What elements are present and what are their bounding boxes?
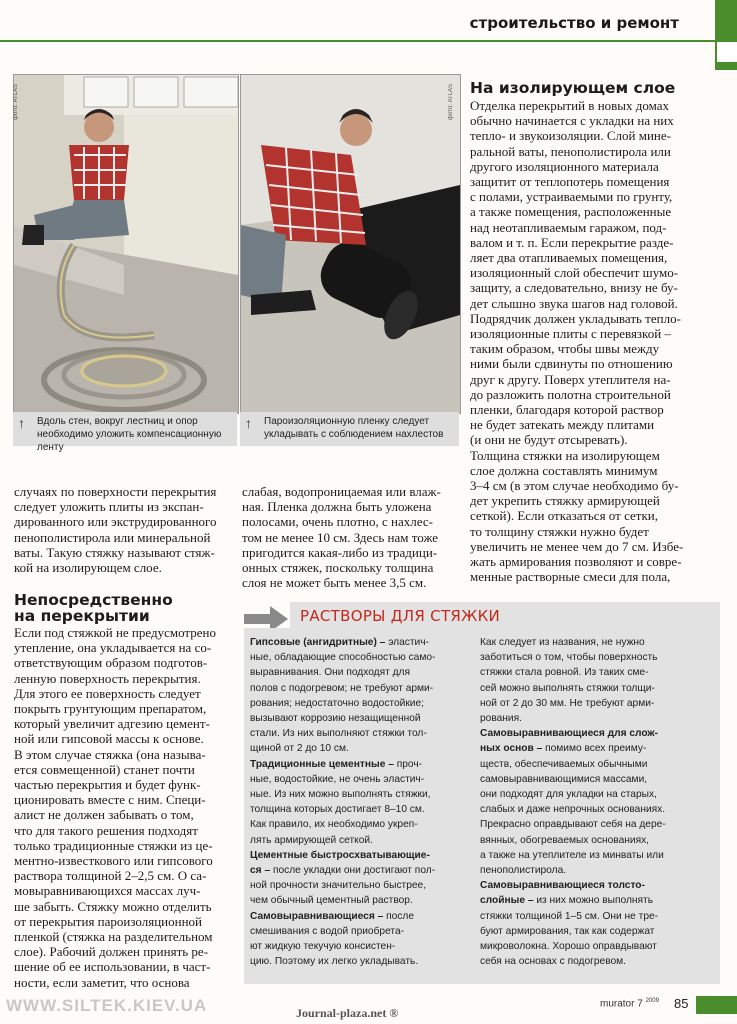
box-text: Как правило, их необходимо укреп- <box>250 819 418 831</box>
photo-credit-1: фото: ATLAS <box>13 83 19 120</box>
text-line: жать армирования позволяют и совре- <box>470 554 682 570</box>
box-text: помимо всех преиму- <box>545 743 647 755</box>
corner-notch <box>715 40 737 64</box>
photo-credit-2: фото: ATLAS <box>448 83 454 120</box>
text-line: изоляционный слой обеспечит шумо- <box>470 265 679 281</box>
box-line <box>250 817 472 832</box>
text-line: Отделка перекрытий в новых домах <box>470 98 670 113</box>
box-text: вянных, обогреваемых основаниях, <box>480 834 650 846</box>
box-text: Прекрасно оправдывают себя на дере- <box>480 819 666 831</box>
box-line <box>250 939 472 954</box>
text-line: полосами, очень плотно, с нахлес- <box>242 514 433 530</box>
box-line <box>480 893 716 908</box>
text-line: дированного или экструдированного <box>14 514 217 530</box>
box-text: ные. Из них можно выполнять стяжки, <box>250 789 431 801</box>
box-text: рования. <box>480 713 522 725</box>
text-line: ности, если заметит, что основа <box>14 974 190 990</box>
box-text: чем обычный цементный раствор. <box>250 895 413 907</box>
box-text: стяжки толщиной 1–5 см. Они не тре- <box>480 910 659 922</box>
box-line <box>480 878 716 893</box>
text-line: только традиционные стяжки из це- <box>14 837 213 853</box>
box-line <box>250 863 472 878</box>
box-text: смешивания с водой приобрета- <box>250 925 405 937</box>
box-line <box>480 863 716 878</box>
photo-caption-text-2: Пароизоляционную пленку следует укладывать с соблюдением нахлестов <box>264 416 444 440</box>
text-line: слое должна составлять минимум <box>470 462 658 478</box>
text-line: раствора толщиной 2–2,5 см. О са- <box>14 868 207 884</box>
text-line: увеличить не менее чем до 7 см. Избе- <box>470 538 684 554</box>
arrow-up-icon: ↑ <box>245 415 252 431</box>
text-line: ляет два отапливаемых помещения, <box>470 250 668 266</box>
box-line <box>480 802 716 817</box>
box-term: слойные – <box>480 895 537 907</box>
text-line: друг к другу. Поверх утеплителя на- <box>470 371 671 387</box>
box-text: лять армирующей сеткой. <box>250 834 373 846</box>
box-line <box>480 924 716 939</box>
text-line: утепление, она укладывается на со- <box>14 640 212 656</box>
text-line: слоя не может быть менее 3,5 см. <box>242 575 427 591</box>
box-term: Традиционные цементные – <box>250 758 397 770</box>
text-line: ленную поверхность перекрытия. <box>14 670 201 686</box>
box-text: после <box>386 910 415 922</box>
text-line: частью перекрытия и будет функ- <box>14 777 201 793</box>
box-term: Цементные быстросхватывающие- <box>250 849 430 861</box>
box-line <box>480 757 716 772</box>
box-text: эластич- <box>388 637 429 648</box>
box-line <box>480 681 716 696</box>
text-line: мовыравнивающихся массах луч- <box>14 883 201 899</box>
box-text: ной прочности значительно быстрее, <box>250 880 427 892</box>
section-label: строительство и ремонт <box>469 14 679 32</box>
box-term: Гипсовые (ангидритные) – <box>250 637 389 648</box>
box-text: выравнивания. Они подходят для <box>250 667 411 679</box>
magazine-name: murator 7 <box>600 998 643 1010</box>
text-line: от перекрытия пароизоляционной <box>14 913 202 929</box>
text-line: над неотапливаемым гаражом, под- <box>470 219 667 235</box>
box-line <box>480 726 716 741</box>
box-line <box>250 787 472 802</box>
box-text: ществ, обеспечиваемых обычными <box>480 758 648 770</box>
box-line <box>480 650 716 665</box>
box-text: буют армирования, так как содержат <box>480 925 655 937</box>
box-text: рования; недостаточно водостойкие; <box>250 697 424 709</box>
arrow-up-icon: ↑ <box>18 415 25 431</box>
header-rule <box>0 40 717 42</box>
text-line: дет укрепить стяжку армирующей <box>470 493 660 509</box>
box-text: пенополистирола. <box>480 865 567 877</box>
photo-compensation-tape <box>13 74 239 414</box>
text-line: что для такого решения подходят <box>14 822 198 838</box>
text-line: ше забыть. Стяжку можно отделить <box>14 898 212 914</box>
text-line: защитит от теплопотерь помещения <box>470 174 670 190</box>
box-text: толщина которых достигает 8–10 см. <box>250 804 425 816</box>
text-line: покрыть грунтующим препаратом, <box>14 701 207 717</box>
heading-line-2: на перекрытии <box>14 607 150 625</box>
text-line: алист не должен забывать о том, <box>14 807 194 823</box>
text-line: пригодится какая-либо из традици- <box>242 544 438 560</box>
page-number: 85 <box>674 996 689 1011</box>
text-line: другого изоляционного материала <box>470 158 659 174</box>
col1-top-text <box>14 484 240 575</box>
box-line <box>250 757 472 772</box>
box-text: они подходят для укладки на старых, <box>480 789 657 801</box>
box-line <box>250 711 472 726</box>
box-line <box>250 833 472 848</box>
box-line <box>250 696 472 711</box>
text-line: а также помещения, расположенные <box>470 204 672 220</box>
text-line: ной или гипсовой массы к основе. <box>14 731 204 747</box>
box-text: полов с подогревом; не требуют арми- <box>250 682 434 694</box>
heading-directly-on-slab <box>14 592 173 624</box>
box-line <box>250 848 472 863</box>
text-line: до разложить полотна строительной <box>470 386 671 402</box>
box-term: Самовыравнивающиеся – <box>250 910 387 922</box>
heading-line-1: Непосредственно <box>14 591 173 609</box>
box-text: стяжки стала ровной. Из таких сме- <box>480 667 649 679</box>
box-line <box>480 817 716 832</box>
text-line: валом и т. п. Если перекрытие разде- <box>470 234 674 250</box>
text-line: Для этого ее поверхность следует <box>14 685 201 701</box>
box-line <box>250 665 472 680</box>
text-line: пленки, благодаря которой раствор <box>470 402 664 418</box>
photo-vapor-barrier <box>240 74 461 414</box>
box-text: вызывают коррозию незащищенной <box>250 713 421 725</box>
text-line: обычно начинается с укладки на них <box>470 113 674 129</box>
box-line <box>250 893 472 908</box>
text-line: кой на изолирующем слое. <box>14 560 162 576</box>
text-line: следует уложить плиты из экспан- <box>14 499 204 515</box>
box-line <box>250 802 472 817</box>
text-line: ментно-известкового или гипсового <box>14 853 213 869</box>
box-line <box>250 650 472 665</box>
box-text: ной от 2 до 30 мм. Не требуют арми- <box>480 697 655 709</box>
text-line: который увеличит адгезию цемент- <box>14 716 210 732</box>
text-line: (и они не будут отсыревать). <box>470 432 628 448</box>
text-line: пенополистирола или минеральной <box>14 529 211 545</box>
magazine-year: 2009 <box>645 998 659 1004</box>
box-text: слабых и даже непрочных основаниях. <box>480 804 666 816</box>
box-line <box>480 741 716 756</box>
text-line: тепло- и звукоизоляции. Слой мине- <box>470 128 671 144</box>
text-line: таким образом, чтобы швы между <box>470 341 660 357</box>
box-line <box>480 772 716 787</box>
text-line: защиту, а следовательно, внизу не бу- <box>470 280 678 296</box>
box-line <box>480 696 716 711</box>
photo-caption-text-1: Вдоль стен, вокруг лестниц и опор необходимо уложить компенсационную ленту <box>37 416 222 453</box>
box-text: ют жидкую текучую консистен- <box>250 941 396 953</box>
text-line: менные растворные смеси для пола, <box>470 569 671 585</box>
box-text: цию. Поэтому их легко укладывать. <box>250 956 419 968</box>
box-text: щиной от 2 до 10 см. <box>250 743 349 755</box>
text-line: ется совмещенной) станет почти <box>14 761 195 777</box>
info-box-title: РАСТВОРЫ ДЛЯ СТЯЖКИ <box>300 607 501 625</box>
text-line: слое). Рабочий должен принять ре- <box>14 944 209 960</box>
box-term: ных основ – <box>480 743 546 755</box>
box-text: самовыравнивающимися массами, <box>480 773 648 785</box>
box-line <box>250 909 472 924</box>
box-text: стали. Из них выполняют стяжки тол- <box>250 728 427 740</box>
box-line <box>250 924 472 939</box>
text-line: дет слышно звука шагов над головой. <box>470 295 678 311</box>
box-term: ся – <box>250 865 273 877</box>
watermark-left: WWW.SILTEK.KIEV.UA <box>6 996 208 1015</box>
box-text: себя на основах с подогревом. <box>480 956 627 968</box>
right-column-text <box>470 98 720 585</box>
text-line: изоляционные плиты с перевязкой – <box>470 326 671 342</box>
box-line <box>480 939 716 954</box>
box-text: заботиться о том, чтобы поверхность <box>480 652 658 664</box>
box-line <box>250 878 472 893</box>
photo-illustration-2 <box>241 75 460 413</box>
text-line: онных стяжек, поскольку толщина <box>242 560 434 576</box>
box-line <box>250 772 472 787</box>
box-text: микроволокна. Хорошо оправдывают <box>480 941 657 953</box>
text-line: случаях по поверхности перекрытия <box>14 484 217 499</box>
box-text: ные, водостойкие, не очень эластич- <box>250 773 425 785</box>
text-line: шение об ее использовании, в част- <box>14 959 211 975</box>
text-line: том не менее 10 см. Здесь нам тоже <box>242 529 439 545</box>
box-text: из них можно выполнять <box>536 895 654 907</box>
text-line: то толщину стяжки нужно будет <box>470 523 649 539</box>
box-text: ные, обладающие способностью само- <box>250 652 436 664</box>
footer-green-bar <box>696 996 737 1014</box>
box-term: Самовыравнивающиеся для слож- <box>480 728 659 740</box>
box-text: после укладки они достигают пол- <box>272 865 436 877</box>
text-line: Толщина стяжки на изолирующем <box>470 447 660 463</box>
footer-magazine <box>600 998 659 1009</box>
box-line <box>480 848 716 863</box>
text-line: Если под стяжкой не предусмотрено <box>14 625 216 640</box>
box-text: Как следует из названия, не нужно <box>480 637 645 648</box>
box-line <box>250 635 472 650</box>
box-line <box>250 954 472 969</box>
photo-illustration-1 <box>14 75 238 413</box>
photo-caption-1 <box>13 412 237 453</box>
watermark-center: Journal-plaza.net ® <box>296 1006 399 1020</box>
box-text: сей можно выполнять стяжки толщи- <box>480 682 655 694</box>
text-line: Подрядчик должен укладывать тепло- <box>470 310 681 326</box>
col2-top-text <box>242 484 468 590</box>
text-line: ответствующим образом подготов- <box>14 655 208 671</box>
box-text: проч- <box>396 758 423 770</box>
box-line <box>250 726 472 741</box>
text-line: ваты. Такую стяжку называют стяж- <box>14 544 215 560</box>
col1-section-text <box>14 625 240 990</box>
box-line <box>480 909 716 924</box>
text-line: ционировать вместе с ним. Специ- <box>14 792 206 808</box>
photo-caption-2 <box>240 412 459 446</box>
box-line <box>480 635 716 650</box>
text-line: пленкой (стяжка на разделительном <box>14 929 213 945</box>
text-line: ральной ваты, пенополистирола или <box>470 143 671 159</box>
info-box-column-b <box>480 635 716 969</box>
text-line: с полами, устраиваемыми по грунту, <box>470 189 673 205</box>
heading-insulating-layer: На изолирующем слое <box>470 79 676 97</box>
info-box-column-a <box>250 635 472 969</box>
text-line: не будет затекать между плитами <box>470 417 655 433</box>
box-line <box>480 665 716 680</box>
box-term: Самовыравнивающиеся толсто- <box>480 880 645 892</box>
box-line <box>480 954 716 969</box>
text-line: сеткой). Если отказаться от сетки, <box>470 508 658 524</box>
box-text: а также на утеплителе из минваты или <box>480 849 664 861</box>
box-line <box>480 787 716 802</box>
box-line <box>250 681 472 696</box>
text-line: В этом случае стяжка (она называ- <box>14 746 206 762</box>
text-line: слабая, водопроницаемая или влаж- <box>242 484 441 499</box>
text-line: ними были сдвинуты по отношению <box>470 356 673 372</box>
box-line <box>480 711 716 726</box>
box-line <box>250 741 472 756</box>
box-line <box>480 833 716 848</box>
text-line: ная. Пленка должна быть уложена <box>242 499 432 515</box>
text-line: 3–4 см (в этом случае необходимо бу- <box>470 478 679 494</box>
